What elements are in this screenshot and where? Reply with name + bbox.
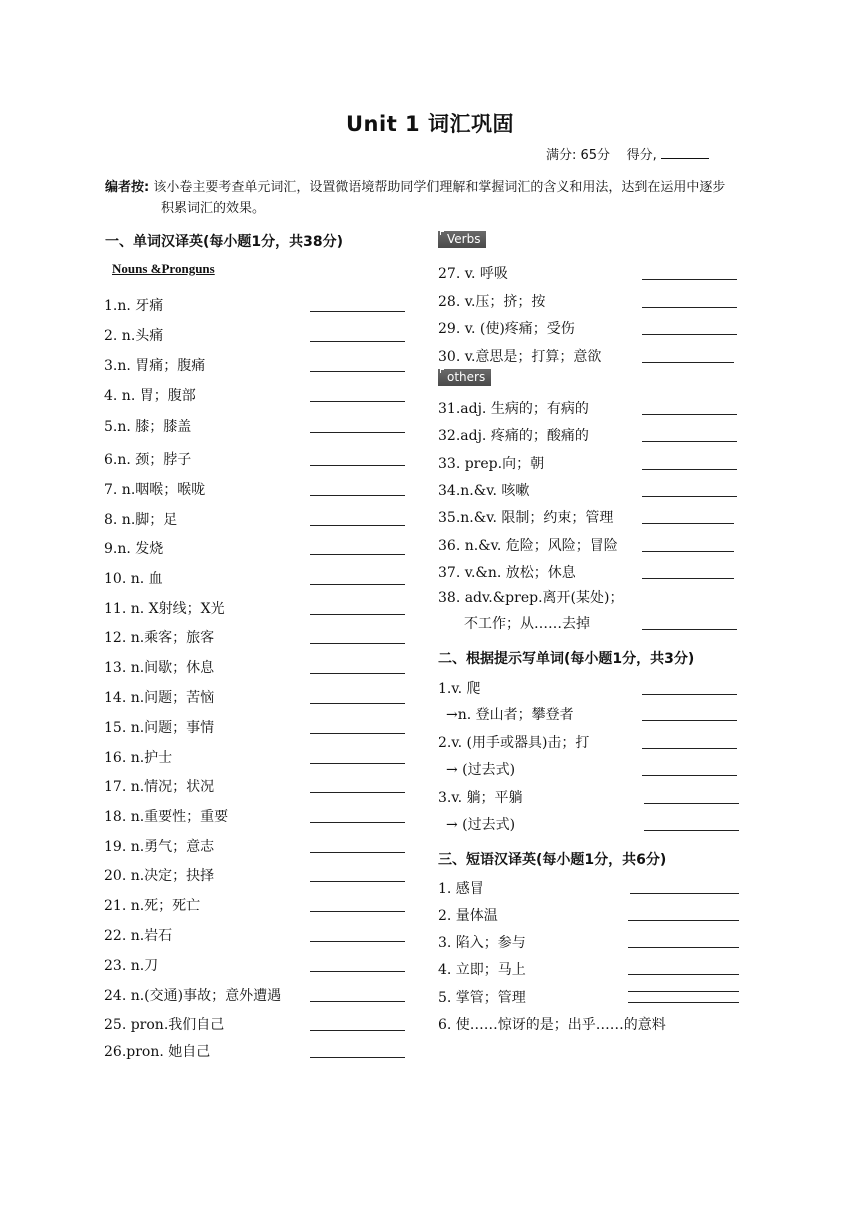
answer-line-36[interactable] <box>642 551 734 552</box>
vocab-item-7: 7. n.咽喉；喉咙 <box>104 482 206 498</box>
hint-line-2[interactable] <box>642 748 737 749</box>
hint-item-1-derived: →n. 登山者；攀登者 <box>446 707 574 723</box>
answer-line-4[interactable] <box>310 401 405 402</box>
answer-line-1[interactable] <box>310 311 405 312</box>
hint-item-3-derived: → (过去式) <box>446 817 516 833</box>
score-blank[interactable] <box>661 146 709 159</box>
vocab-item-27: 27. v. 呼吸 <box>438 266 508 282</box>
answer-line-16[interactable] <box>310 763 405 764</box>
phrase-item-3: 3. 陷入；参与 <box>438 935 526 951</box>
answer-line-11[interactable] <box>310 614 405 615</box>
phrase-item-2: 2. 量体温 <box>438 908 498 924</box>
vocab-item-9: 9.n. 发烧 <box>104 541 164 557</box>
phrase-line-5b[interactable] <box>628 1002 739 1003</box>
answer-line-3[interactable] <box>310 371 405 372</box>
answer-line-9[interactable] <box>310 554 405 555</box>
vocab-item-30: 30. v.意思是；打算；意欲 <box>438 349 602 365</box>
answer-line-12[interactable] <box>310 643 405 644</box>
vocab-item-12: 12. n.乘客；旅客 <box>104 630 215 646</box>
answer-line-25[interactable] <box>310 1030 405 1031</box>
vocab-item-16: 16. n.护士 <box>104 750 173 766</box>
page-title: Unit 1 词汇巩固 <box>346 112 514 136</box>
hint-line-1[interactable] <box>642 694 737 695</box>
vocab-item-11: 11. n. X射线；X光 <box>104 601 225 617</box>
hint-line-2b[interactable] <box>642 775 737 776</box>
answer-line-23[interactable] <box>310 971 405 972</box>
vocab-item-2: 2. n.头痛 <box>104 328 164 344</box>
editor-note <box>105 177 735 219</box>
answer-line-2[interactable] <box>310 341 405 342</box>
answer-line-30[interactable] <box>642 362 734 363</box>
editor-note-label: 编者按: <box>105 180 150 195</box>
answer-line-32[interactable] <box>642 441 737 442</box>
phrase-line-4[interactable] <box>628 974 739 975</box>
vocab-item-19: 19. n.勇气；意志 <box>104 839 215 855</box>
vocab-item-32: 32.adj. 疼痛的；酸痛的 <box>438 428 589 444</box>
vocab-item-20: 20. n.决定；抉择 <box>104 868 215 884</box>
vocab-item-29: 29. v. (使)疼痛；受伤 <box>438 321 575 337</box>
score-line <box>546 144 709 163</box>
answer-line-26[interactable] <box>310 1057 405 1058</box>
vocab-item-17: 17. n.情况；状况 <box>104 779 215 795</box>
vocab-item-31: 31.adj. 生病的；有病的 <box>438 401 589 417</box>
vocab-item-18: 18. n.重要性；重要 <box>104 809 229 825</box>
answer-line-10[interactable] <box>310 584 405 585</box>
answer-line-8[interactable] <box>310 525 405 526</box>
vocab-item-21: 21. n.死；死亡 <box>104 898 201 914</box>
vocab-item-6: 6.n. 颈；脖子 <box>104 452 192 468</box>
section3-heading: 三、短语汉译英(每小题1分，共6分) <box>438 852 667 868</box>
section1-heading: 一、单词汉译英(每小题1分，共38分) <box>105 234 344 250</box>
vocab-item-10: 10. n. 血 <box>104 571 163 587</box>
vocab-item-13: 13. n.间歇；休息 <box>104 660 215 676</box>
answer-line-24[interactable] <box>310 1001 405 1002</box>
phrase-line-1[interactable] <box>630 893 739 894</box>
verbs-tag: Verbs <box>438 231 486 248</box>
answer-line-13[interactable] <box>310 673 405 674</box>
vocab-item-14: 14. n.问题；苦恼 <box>104 690 215 706</box>
answer-line-29[interactable] <box>642 334 737 335</box>
answer-line-15[interactable] <box>310 733 405 734</box>
answer-line-21[interactable] <box>310 911 405 912</box>
phrase-line-2[interactable] <box>628 920 739 921</box>
answer-line-6[interactable] <box>310 465 405 466</box>
answer-line-37[interactable] <box>642 578 734 579</box>
answer-line-19[interactable] <box>310 852 405 853</box>
hint-line-3[interactable] <box>644 803 739 804</box>
vocab-item-35: 35.n.&v. 限制；约束；管理 <box>438 510 614 526</box>
score-label: 得分, <box>626 148 657 163</box>
answer-line-31[interactable] <box>642 414 737 415</box>
vocab-item-22: 22. n.岩石 <box>104 928 173 944</box>
vocab-item-15: 15. n.问题；事情 <box>104 720 215 736</box>
answer-line-5[interactable] <box>310 432 405 433</box>
answer-line-14[interactable] <box>310 703 405 704</box>
vocab-item-1: 1.n. 牙痛 <box>104 298 164 314</box>
others-tag: others <box>438 369 491 386</box>
nouns-subheading: Nouns &Pronguns <box>112 261 215 276</box>
section2-heading: 二、根据提示写单词(每小题1分，共3分) <box>438 651 695 667</box>
answer-line-17[interactable] <box>310 792 405 793</box>
answer-line-28[interactable] <box>642 307 737 308</box>
phrase-line-5a[interactable] <box>628 991 739 992</box>
phrase-line-3[interactable] <box>628 947 739 948</box>
vocab-item-34: 34.n.&v. 咳嗽 <box>438 483 530 499</box>
vocab-item-26: 26.pron. 她自己 <box>104 1044 211 1060</box>
hint-item-2-derived: → (过去式) <box>446 762 516 778</box>
vocab-item-3: 3.n. 胃痛；腹痛 <box>104 358 206 374</box>
answer-line-35[interactable] <box>642 523 734 524</box>
vocab-item-24: 24. n.(交通)事故；意外遭遇 <box>104 988 282 1004</box>
phrase-item-4: 4. 立即；马上 <box>438 962 526 978</box>
vocab-item-28: 28. v.压；挤；按 <box>438 294 546 310</box>
vocab-item-37: 37. v.&n. 放松；休息 <box>438 565 576 581</box>
vocab-item-38-cont: 不工作；从……去掉 <box>464 616 590 632</box>
answer-line-20[interactable] <box>310 881 405 882</box>
hint-item-2: 2.v. (用手或器具)击；打 <box>438 735 590 751</box>
vocab-item-8: 8. n.脚；足 <box>104 512 178 528</box>
answer-line-18[interactable] <box>310 822 405 823</box>
answer-line-33[interactable] <box>642 469 737 470</box>
answer-line-27[interactable] <box>642 279 737 280</box>
phrase-item-6: 6. 使……惊讶的是；出乎……的意料 <box>438 1017 666 1033</box>
answer-line-7[interactable] <box>310 495 405 496</box>
hint-item-3: 3.v. 躺；平躺 <box>438 790 523 806</box>
phrase-item-1: 1. 感冒 <box>438 881 484 897</box>
vocab-item-38: 38. adv.&prep.离开(某处)； <box>438 590 624 606</box>
vocab-item-25: 25. pron.我们自己 <box>104 1017 225 1033</box>
hint-line-3b[interactable] <box>644 830 739 831</box>
answer-line-22[interactable] <box>310 941 405 942</box>
editor-note-text: 该小卷主要考查单元词汇，设置微语境帮助同学们理解和掌握词汇的含义和用法，达到在运用中逐步积累词汇的效果。 <box>153 180 726 216</box>
vocab-item-23: 23. n.刀 <box>104 958 159 974</box>
vocab-item-33: 33. prep.向；朝 <box>438 456 545 472</box>
answer-line-38[interactable] <box>642 629 737 630</box>
vocab-item-4: 4. n. 胃；腹部 <box>104 388 196 404</box>
full-score: 满分: 65分 <box>546 148 611 163</box>
vocab-item-5: 5.n. 膝；膝盖 <box>104 419 192 435</box>
hint-item-1: 1.v. 爬 <box>438 681 481 697</box>
vocab-item-36: 36. n.&v. 危险；风险；冒险 <box>438 538 618 554</box>
hint-line-1b[interactable] <box>642 720 737 721</box>
phrase-item-5: 5. 掌管；管理 <box>438 990 526 1006</box>
answer-line-34[interactable] <box>642 496 737 497</box>
